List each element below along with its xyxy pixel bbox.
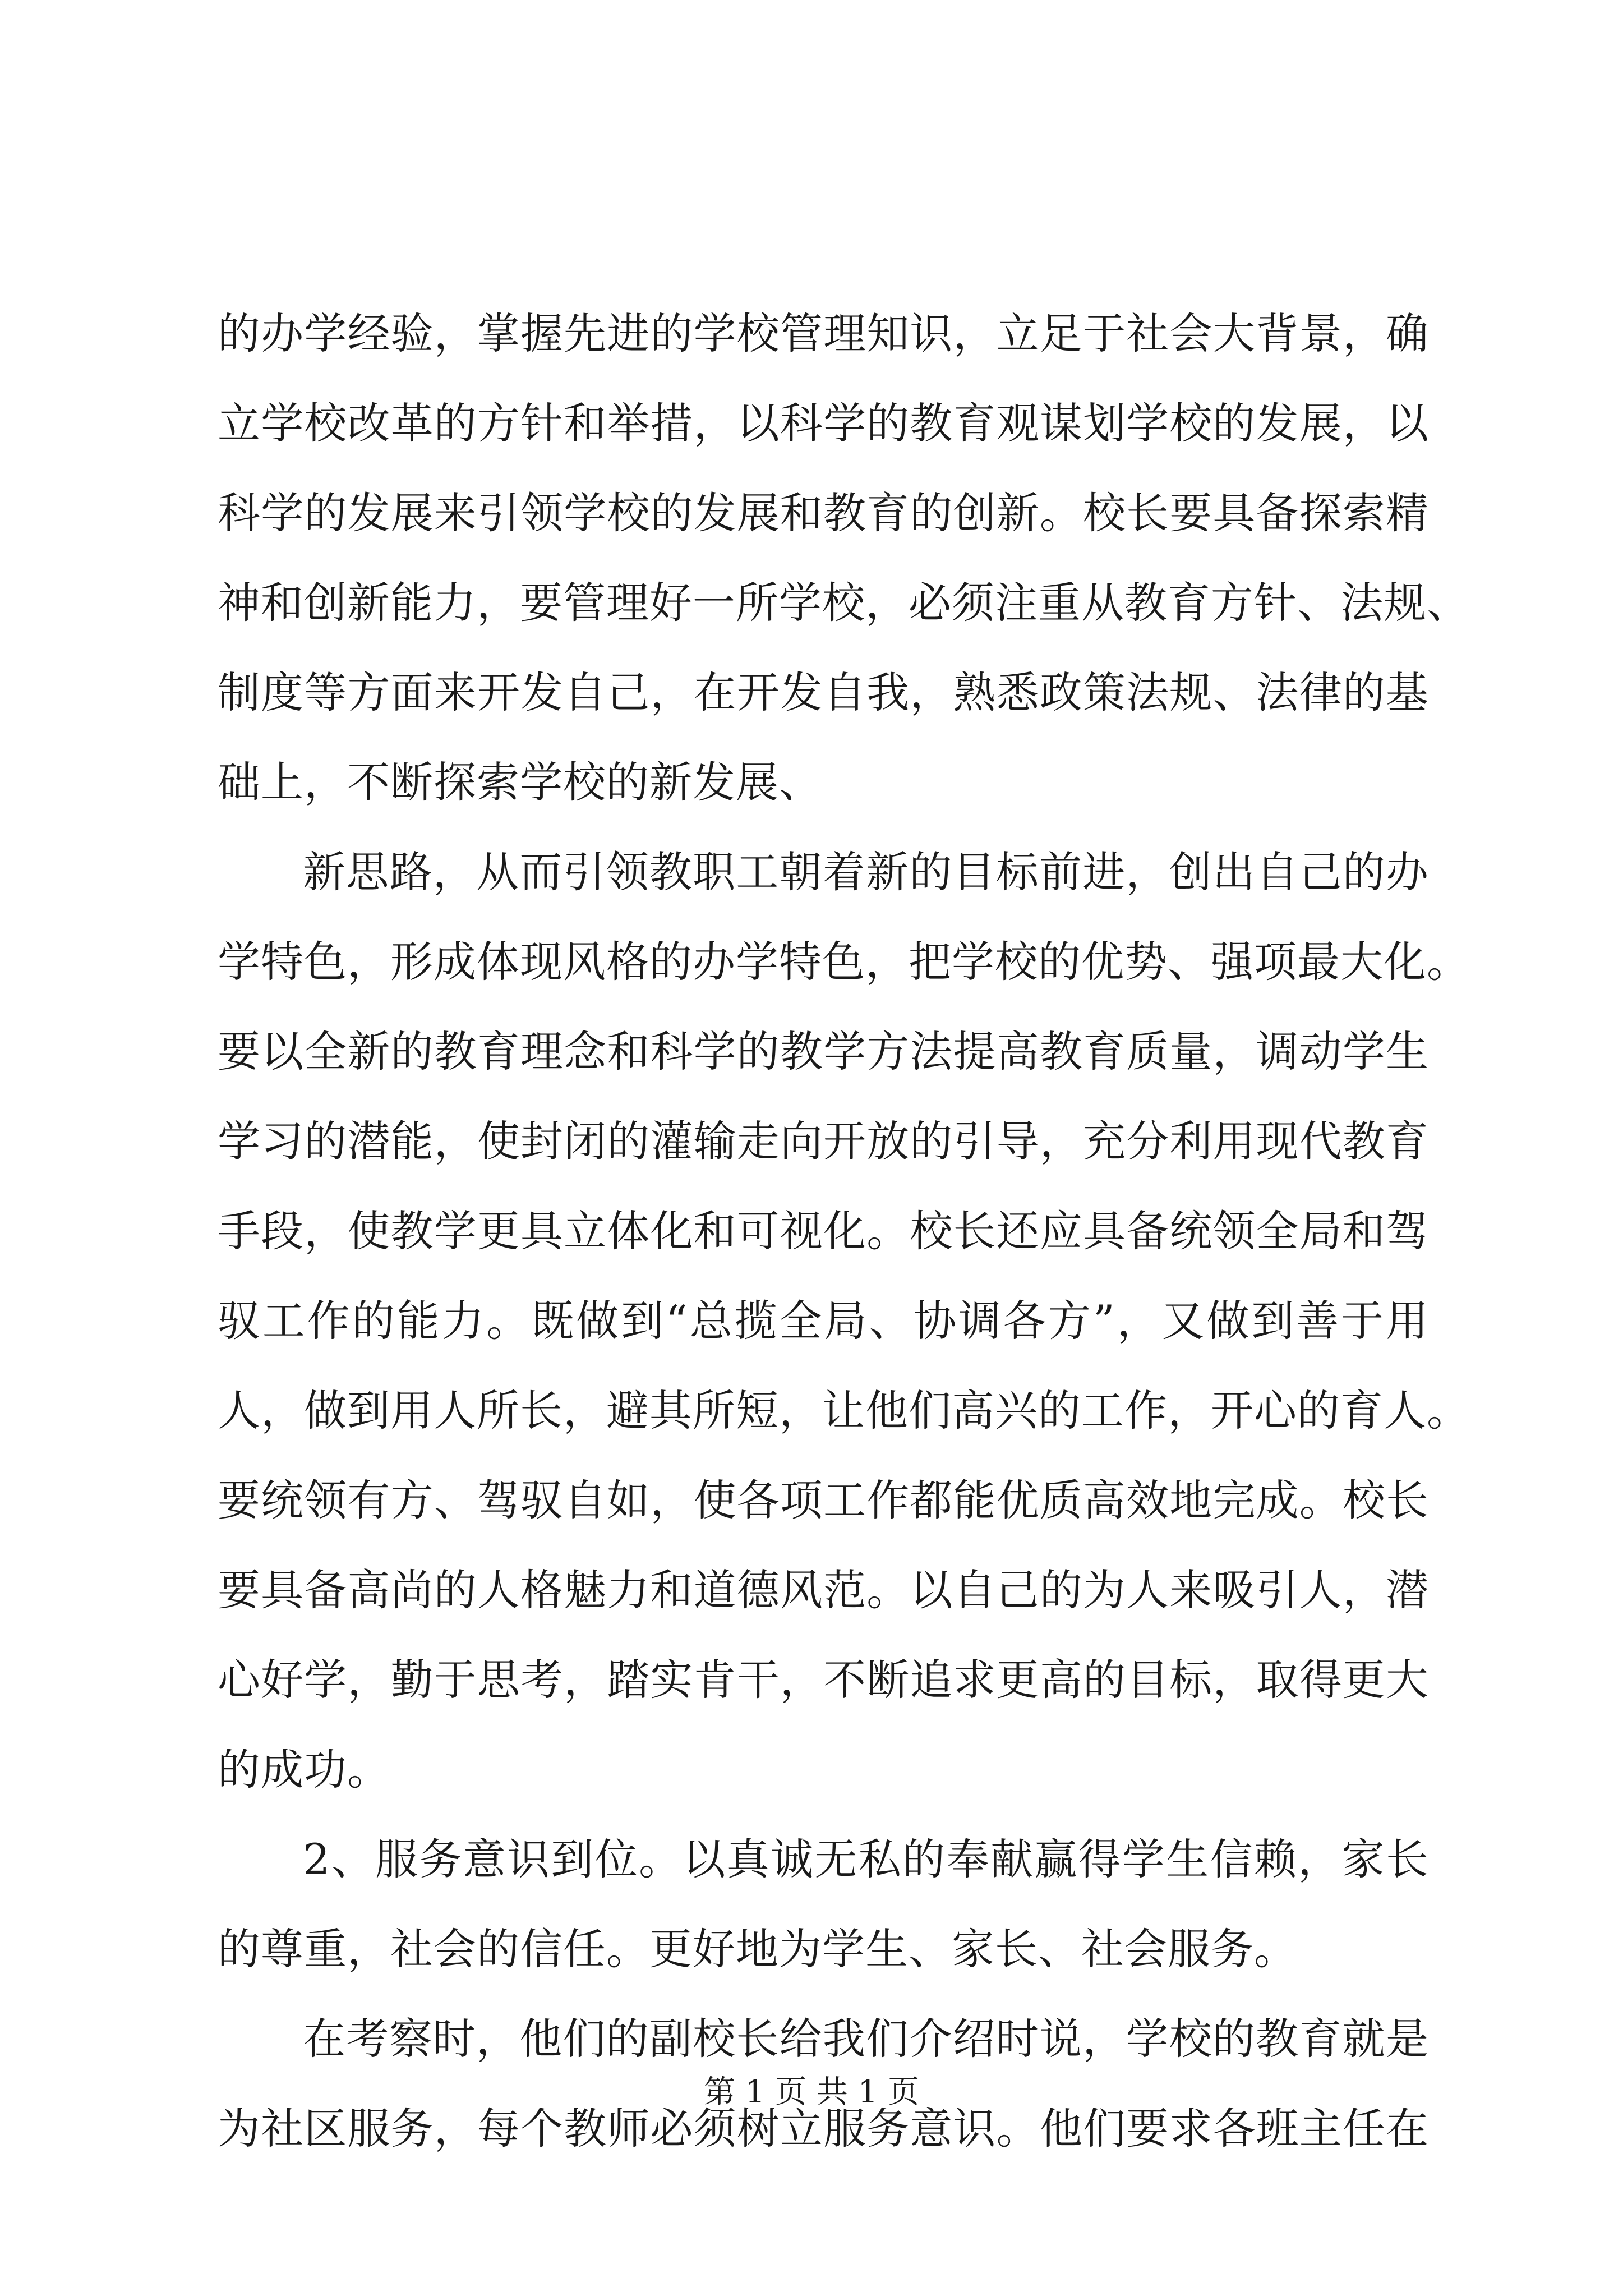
text-line: 人，做到用人所长，避其所短，让他们高兴的工作，开心的育人。: [218, 1386, 1470, 1435]
text-line: 要统领有方、驾驭自如，使各项工作都能优质高效地完成。校长: [218, 1475, 1429, 1525]
text-line: 的尊重，社会的信任。更好地为学生、家长、社会服务。: [218, 1924, 1297, 1974]
text-line: 要具备高尚的人格魅力和道德风范。以自己的为人来吸引人，潜: [218, 1565, 1429, 1615]
paragraph-start-line: 在考察时，他们的副校长给我们介绍时说，学校的教育就是: [303, 2014, 1429, 2064]
paragraph-start-line: 新思路，从而引领教职工朝着新的目标前进，创出自己的办: [303, 847, 1429, 897]
text-line: 手段，使教学更具立体化和可视化。校长还应具备统领全局和驾: [218, 1206, 1429, 1256]
text-line: 的办学经验，掌握先进的学校管理知识，立足于社会大背景，确: [218, 309, 1429, 358]
text-line: 要以全新的教育理念和科学的教学方法提高教育质量，调动学生: [218, 1027, 1429, 1076]
text-line: 立学校改革的方针和举措，以科学的教育观谋划学校的发展，以: [218, 398, 1429, 448]
document-body: [218, 289, 1470, 2174]
text-line: 驭工作的能力。既做到“总揽全局、协调各方”，又做到善于用: [218, 1296, 1429, 1346]
text-line: 神和创新能力，要管理好一所学校，必须注重从教育方针、法规、: [218, 578, 1470, 628]
text-line: 制度等方面来开发自己，在开发自我，熟悉政策法规、法律的基: [218, 668, 1429, 717]
text-line: 科学的发展来引领学校的发展和教育的创新。校长要具备探索精: [218, 488, 1429, 538]
text-line: 础上，不断探索学校的新发展、: [218, 757, 822, 807]
paragraph-start-line: 2、服务意识到位。以真诚无私的奉献赢得学生信赖，家长: [303, 1834, 1429, 1884]
text-line: 心好学，勤于思考，踏实肯干，不断追求更高的目标，取得更大: [218, 1655, 1429, 1705]
text-line: 的成功。: [218, 1745, 390, 1795]
text-line: 学特色，形成体现风格的办学特色，把学校的优势、强项最大化。: [218, 937, 1470, 987]
page-number-footer: 第 1 页 共 1 页: [703, 2074, 920, 2110]
text-line: 学习的潜能，使封闭的灌输走向开放的引导，充分利用现代教育: [218, 1116, 1429, 1166]
text-line: 为社区服务，每个教师必须树立服务意识。他们要求各班主任在: [218, 2104, 1429, 2154]
